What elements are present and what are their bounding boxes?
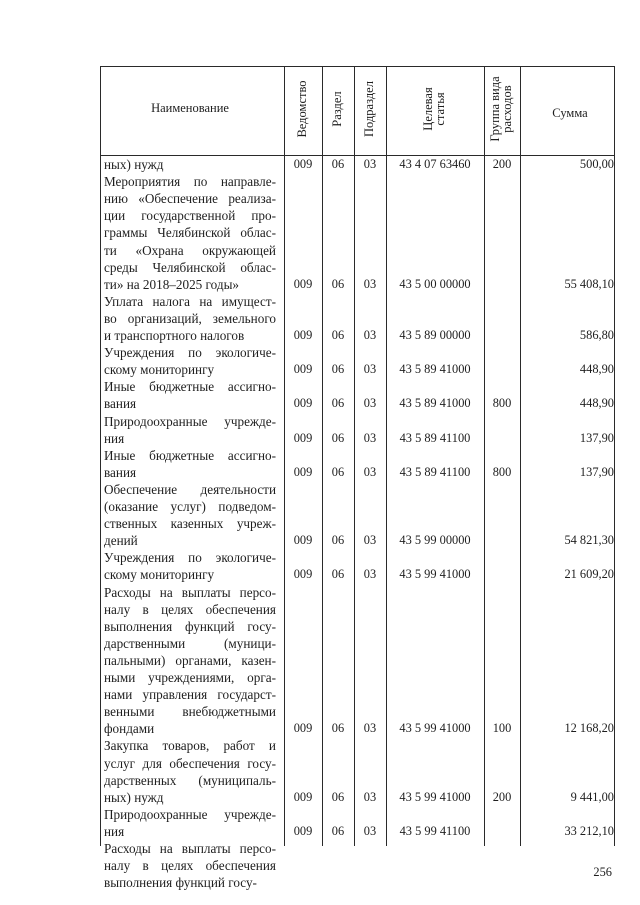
row-name-line: Иные бюджетные ассигно- (104, 379, 276, 395)
row-sum: 55 408,10 (564, 276, 614, 291)
row-name-line: и транспортного налогов (104, 328, 245, 343)
column-header-ved: Ведомство (295, 80, 309, 138)
row-name-line: Закупка товаров, работ и (104, 738, 276, 754)
row-vedomstvo: 009 (293, 567, 313, 582)
row-name-line: налу в целях обеспечения (104, 858, 276, 874)
row-target-article: 43 5 99 00000 (399, 533, 471, 548)
row-sum: 54 821,30 (564, 533, 614, 548)
row-vedomstvo: 009 (293, 823, 313, 838)
row-vedomstvo: 009 (293, 464, 313, 479)
row-podrazdel: 03 (363, 721, 377, 736)
row-target-article: 43 4 07 63460 (399, 157, 471, 171)
row-expense-group: 200 (492, 789, 512, 804)
row-expense-group (484, 430, 520, 447)
row-name-line: нами управления государст- (104, 687, 276, 703)
row-razdel: 06 (331, 396, 345, 411)
row-podrazdel (354, 874, 386, 891)
header-top-border (100, 66, 614, 67)
row-name-line: Учреждения по экологиче- (104, 345, 276, 361)
row-vedomstvo (284, 874, 322, 891)
row-expense-group (484, 823, 520, 840)
page-number: 256 (593, 865, 612, 879)
row-target-article: 43 5 89 41100 (399, 430, 471, 445)
row-name-line: выполнения функций госу- (104, 618, 276, 634)
row-name-line: ти» на 2018–2025 годы» (104, 276, 240, 292)
row-sum: 500,00 (579, 157, 614, 171)
table-right-border (614, 66, 615, 846)
row-name-line: дарственными (муници- (104, 635, 276, 651)
row-sum: 137,90 (579, 430, 614, 445)
row-name-line: венными внебюджетными (104, 704, 276, 720)
row-expense-group: 800 (492, 396, 512, 411)
row-name-line: ции государственной про- (104, 208, 276, 224)
column-header-cel-text: Целевая статья (421, 87, 447, 131)
row-name-line: пальными) органами, казен- (104, 652, 276, 668)
column-header-podrazdel: Подраздел (362, 81, 376, 137)
row-sum: 9 441,00 (570, 789, 614, 804)
row-vedomstvo: 009 (293, 276, 313, 291)
row-name-line: Учреждения по экологиче- (104, 550, 276, 566)
row-target-article: 43 5 89 41000 (399, 362, 471, 377)
row-name-line: Расходы на выплаты персо- (104, 841, 276, 856)
row-sum: 137,90 (579, 464, 614, 479)
row-vedomstvo: 009 (293, 721, 313, 736)
row-razdel: 06 (331, 328, 345, 342)
row-podrazdel: 03 (363, 789, 377, 804)
row-razdel: 06 (331, 789, 345, 804)
row-podrazdel: 03 (363, 533, 377, 548)
row-target-article: 43 5 99 41000 (399, 721, 471, 736)
row-name-line: граммы Челябинской облас- (104, 225, 276, 241)
row-name-line: дений (104, 533, 138, 549)
row-name-line: ными учреждениями, орга- (104, 670, 276, 685)
row-sum: 21 609,20 (564, 567, 614, 582)
row-razdel: 06 (331, 464, 345, 479)
row-name-line: (оказание услуг) подведом- (104, 499, 276, 514)
row-name-line: скому мониторингу (104, 567, 215, 583)
row-target-article: 43 5 89 41100 (399, 464, 471, 479)
column-header-razdel: Раздел (330, 91, 344, 127)
row-expense-group: 200 (492, 157, 512, 171)
row-razdel (322, 874, 354, 891)
row-name-line: фондами (104, 721, 155, 737)
row-target-article: 43 5 99 41000 (399, 789, 471, 804)
row-sum: 448,90 (579, 396, 614, 411)
row-name-line: налу в целях обеспечения (104, 601, 276, 617)
row-expense-group (484, 327, 520, 344)
column-header-name: Наименование (151, 101, 229, 115)
row-name-line: нию «Обеспечение реализа- (104, 191, 276, 207)
row-razdel: 06 (331, 567, 345, 582)
row-sum: 12 168,20 (564, 721, 614, 736)
row-name-line: Расходы на выплаты персо- (104, 584, 276, 600)
row-name-line: ния (104, 823, 125, 839)
column-header-sum: Сумма (552, 106, 588, 120)
row-target-article: 43 5 89 00000 (399, 328, 471, 342)
row-name-line: выполнения функций госу- (104, 875, 257, 891)
row-vedomstvo: 009 (293, 157, 313, 171)
row-expense-group (484, 532, 520, 549)
row-name-line: Обеспечение деятельности (104, 481, 276, 497)
row-razdel: 06 (331, 823, 345, 838)
row-name-line: Природоохранные учрежде- (104, 413, 276, 429)
row-vedomstvo: 009 (293, 362, 313, 377)
row-vedomstvo: 009 (293, 430, 313, 445)
row-razdel: 06 (331, 157, 345, 171)
row-name-line: ти «Охрана окружающей (104, 242, 276, 258)
row-target-article: 43 5 00 00000 (399, 276, 471, 291)
row-name-line: дарственных (муниципаль- (104, 772, 276, 788)
row-name-line: среды Челябинской облас- (104, 259, 276, 275)
row-expense-group: 800 (492, 464, 512, 479)
row-expense-group (484, 874, 520, 891)
row-target-article (386, 874, 484, 891)
row-target-article: 43 5 99 41100 (399, 823, 471, 838)
row-podrazdel: 03 (363, 396, 377, 411)
row-podrazdel: 03 (363, 823, 377, 838)
row-expense-group (484, 566, 520, 583)
row-sum: 33 212,10 (564, 823, 614, 838)
row-podrazdel: 03 (363, 328, 377, 342)
row-name-line: ных) нужд (104, 789, 164, 805)
row-name-line: ных) нужд (104, 157, 164, 172)
column-header-grp (489, 65, 515, 153)
row-expense-group (484, 361, 520, 378)
row-razdel: 06 (331, 276, 345, 291)
row-podrazdel: 03 (363, 362, 377, 377)
row-sum: 448,90 (579, 362, 614, 377)
row-sum: 586,80 (579, 328, 614, 342)
row-target-article: 43 5 89 41000 (399, 396, 471, 411)
table-left-border (100, 66, 101, 846)
row-expense-group: 100 (492, 721, 512, 736)
column-header-grp-text: Группа вида расходов (488, 76, 514, 142)
row-name-line: ственных казенных учреж- (104, 516, 276, 532)
row-razdel: 06 (331, 362, 345, 377)
row-name-line: Природоохранные учрежде- (104, 806, 276, 822)
row-podrazdel: 03 (363, 157, 377, 171)
row-razdel: 06 (331, 533, 345, 548)
column-header-cel (422, 65, 448, 153)
row-podrazdel: 03 (363, 276, 377, 291)
row-razdel: 06 (331, 721, 345, 736)
row-podrazdel: 03 (363, 430, 377, 445)
row-podrazdel: 03 (363, 464, 377, 479)
row-name-line: вания (104, 396, 137, 412)
row-name-line: вания (104, 464, 137, 480)
row-name-line: скому мониторингу (104, 362, 215, 378)
row-razdel: 06 (331, 430, 345, 445)
row-name-line: ния (104, 430, 125, 446)
row-vedomstvo: 009 (293, 396, 313, 411)
row-vedomstvo: 009 (293, 789, 313, 804)
row-name-line: во организаций, земельного (104, 310, 276, 326)
row-vedomstvo: 009 (293, 328, 313, 342)
row-name-line: Уплата налога на имущест- (104, 293, 276, 309)
row-vedomstvo: 009 (293, 533, 313, 548)
row-name-line: услуг для обеспечения госу- (104, 755, 276, 771)
row-target-article: 43 5 99 41000 (399, 567, 471, 582)
row-expense-group (484, 276, 520, 293)
row-name-line: Иные бюджетные ассигно- (104, 447, 276, 463)
row-podrazdel: 03 (363, 567, 377, 582)
row-name-line: Мероприятия по направле- (104, 174, 276, 190)
